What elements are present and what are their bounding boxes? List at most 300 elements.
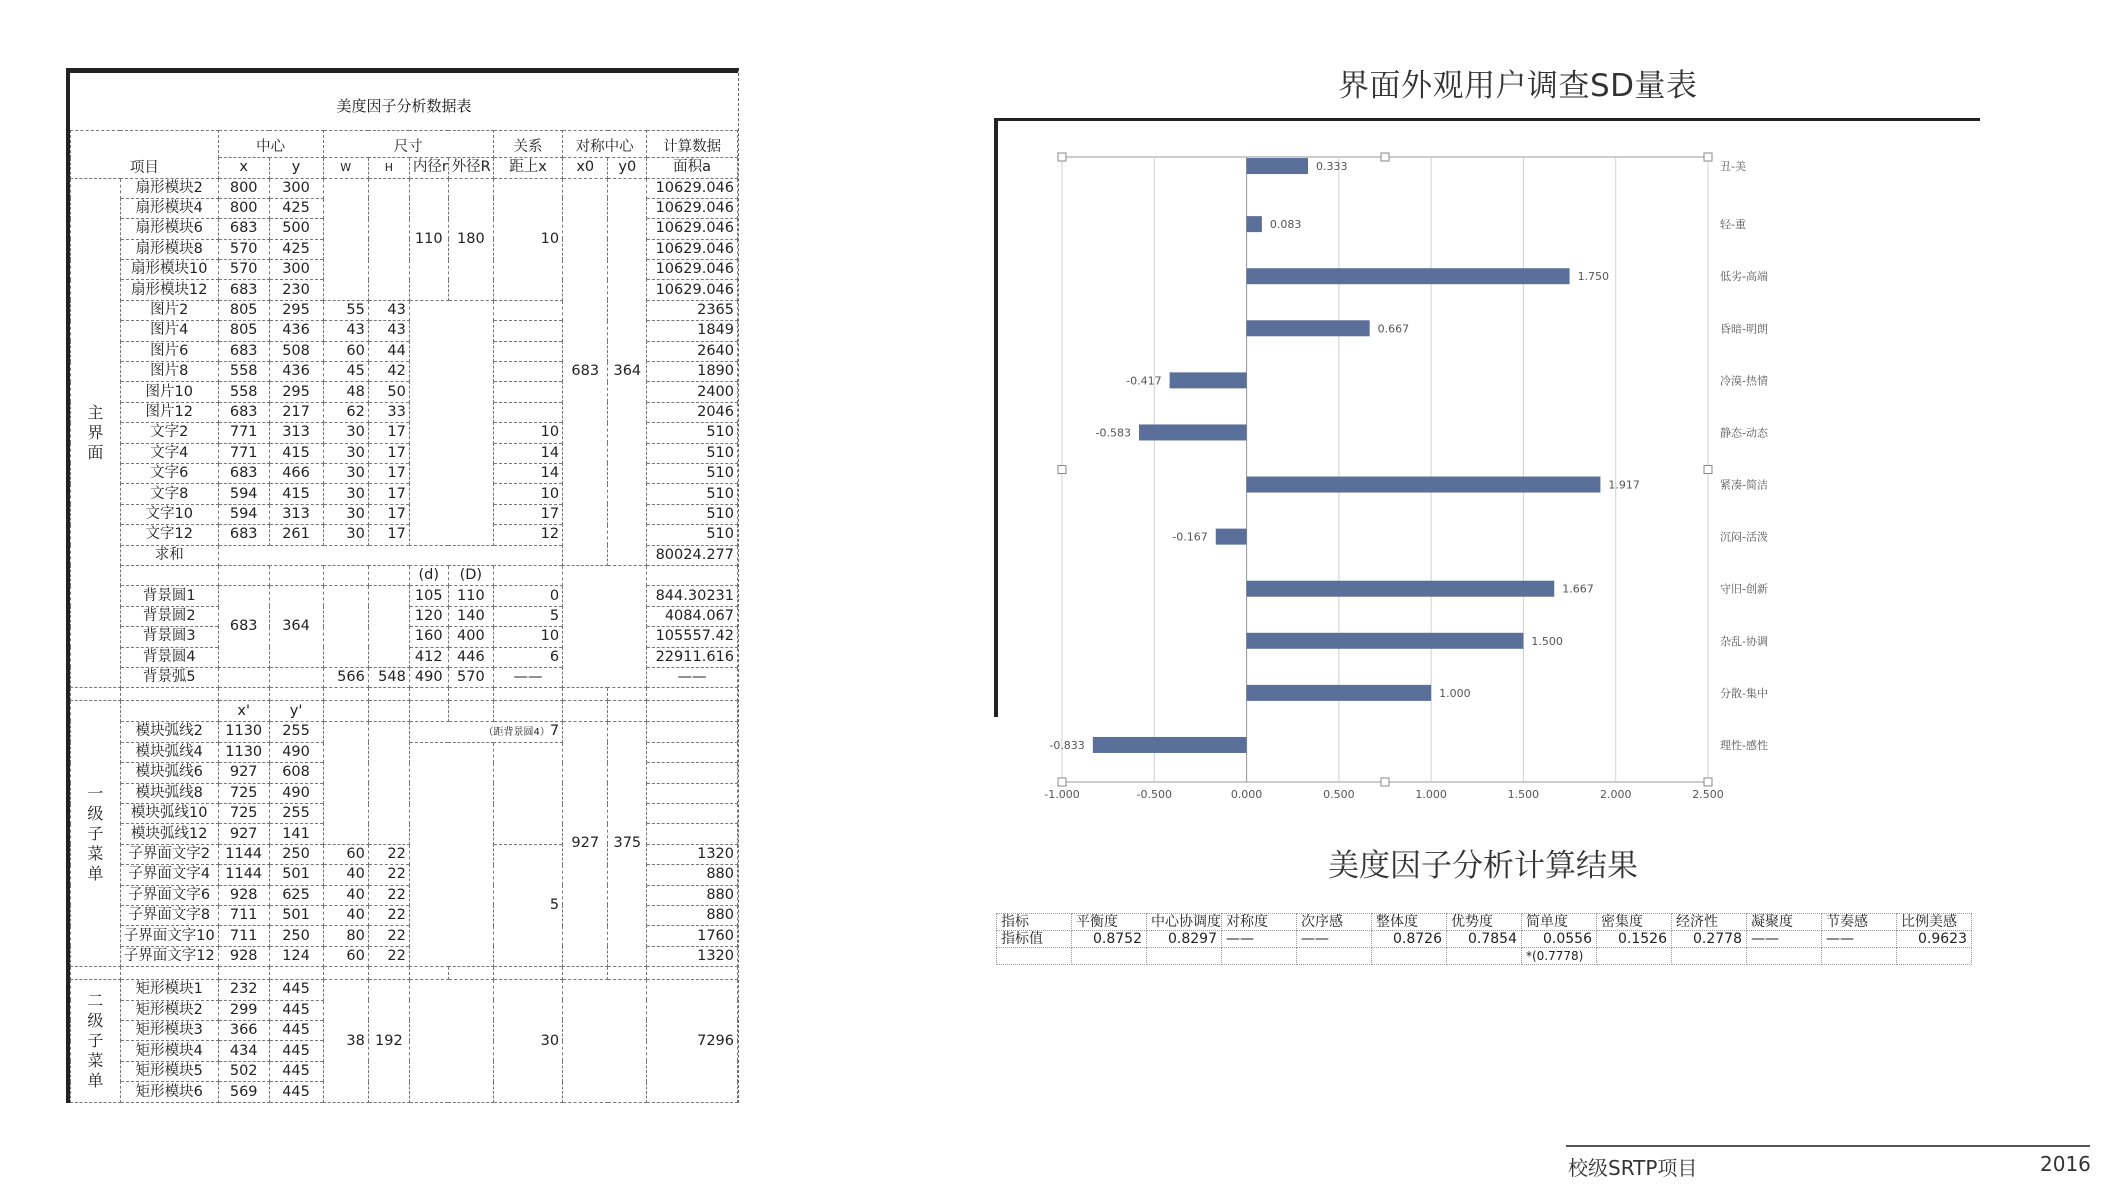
empty <box>494 565 563 585</box>
size-w: 566 <box>323 667 368 687</box>
center-y: 500 <box>269 219 323 239</box>
size-w: 30 <box>323 504 368 524</box>
empty-w <box>323 178 368 300</box>
center-x: 299 <box>218 1000 269 1020</box>
center-x: 683 <box>218 463 269 483</box>
empty <box>323 565 368 585</box>
fan-outer-r: 180 <box>448 178 493 300</box>
area-value: 1849 <box>647 321 738 341</box>
item-name: 矩形模块2 <box>120 1000 218 1020</box>
center-x: 927 <box>218 824 269 844</box>
center-y: 313 <box>269 504 323 524</box>
result-header-cell: 指标 <box>997 914 1072 931</box>
bg-header-row <box>71 565 738 585</box>
center-y: 124 <box>269 946 323 966</box>
size-w: 80 <box>323 926 368 946</box>
category-label: 理性-感性 <box>1720 738 1768 752</box>
bar <box>1247 268 1570 284</box>
size-w: 30 <box>323 463 368 483</box>
center-x: 570 <box>218 239 269 259</box>
label-d: (d) <box>409 565 448 585</box>
empty-h <box>368 721 409 844</box>
area-value: 510 <box>647 443 738 463</box>
center-x: 594 <box>218 504 269 524</box>
empty <box>323 701 368 721</box>
center-x: 800 <box>218 198 269 218</box>
item-name: 图片12 <box>120 402 218 422</box>
sub1-y0: 375 <box>608 721 647 966</box>
result-empty-cell <box>1822 948 1897 965</box>
center-x: 725 <box>218 783 269 803</box>
center-x: 502 <box>218 1061 269 1081</box>
header-size: 尺寸 <box>323 131 494 158</box>
chart-title: 界面外观用户调查SD量表 <box>1338 68 1698 104</box>
result-empty-cell <box>1897 948 1972 965</box>
result-value-cell: 0.9623 <box>1897 931 1972 948</box>
center-y: 608 <box>269 763 323 783</box>
sub2-row <box>71 980 738 1000</box>
center-y: 501 <box>269 865 323 885</box>
sum-value: 80024.277 <box>647 545 738 565</box>
header-relation: 关系 <box>494 131 563 158</box>
item-name: 子界面文字4 <box>120 865 218 885</box>
result-header-row <box>997 914 1972 931</box>
center-x: 928 <box>218 946 269 966</box>
sub2-w: 38 <box>323 980 368 1103</box>
empty <box>120 565 218 585</box>
size-w: 40 <box>323 885 368 905</box>
bar <box>1247 633 1524 649</box>
label-D: (D) <box>448 565 493 585</box>
center-y: 250 <box>269 926 323 946</box>
spacer-cell <box>563 967 608 980</box>
empty <box>368 565 409 585</box>
center-x: 927 <box>218 763 269 783</box>
result-header-cell: 凝聚度 <box>1747 914 1822 931</box>
area-value: 2400 <box>647 382 738 402</box>
result-header-cell: 平衡度 <box>1072 914 1147 931</box>
area-value: 844.30231 <box>647 586 738 606</box>
size-w: 60 <box>323 844 368 864</box>
bg-center-x: 683 <box>218 586 269 668</box>
size-h: 22 <box>368 865 409 885</box>
inner-r: 160 <box>409 627 448 647</box>
sub1-dist-note <box>409 721 562 742</box>
result-value-cell: 0.8297 <box>1147 931 1222 948</box>
center-x: 1144 <box>218 844 269 864</box>
empty <box>269 565 323 585</box>
item-name: 背景圆1 <box>120 586 218 606</box>
header-area: 面积a <box>647 158 738 178</box>
result-value-cell: —— <box>1747 931 1822 948</box>
outer-r: 110 <box>448 586 493 606</box>
bar <box>1247 158 1308 174</box>
size-h: 22 <box>368 926 409 946</box>
result-value-cell: 0.8726 <box>1372 931 1447 948</box>
dist-x <box>494 362 563 382</box>
area-value: 1890 <box>647 362 738 382</box>
size-h: 22 <box>368 885 409 905</box>
spacer-cell <box>448 967 493 980</box>
area-value: 105557.42 <box>647 627 738 647</box>
category-label: 守旧-创新 <box>1720 582 1768 596</box>
empty <box>647 701 738 721</box>
center-x: 771 <box>218 423 269 443</box>
x-tick-label: 1.500 <box>1507 788 1540 801</box>
center-y: 261 <box>269 525 323 545</box>
empty <box>448 701 493 721</box>
result-value-cell: 0.7854 <box>1447 931 1522 948</box>
area-value <box>647 763 738 783</box>
category-label: 分散-集中 <box>1720 686 1768 700</box>
center-y: 445 <box>269 1061 323 1081</box>
item-name: 文字4 <box>120 443 218 463</box>
size-w: 48 <box>323 382 368 402</box>
area-value: 2046 <box>647 402 738 422</box>
spacer-cell <box>120 967 218 980</box>
size-w: 55 <box>323 300 368 320</box>
size-h: 42 <box>368 362 409 382</box>
size-w: 30 <box>323 525 368 545</box>
outer-r: 446 <box>448 647 493 667</box>
center-y: 445 <box>269 1041 323 1061</box>
center-x: 928 <box>218 885 269 905</box>
center-y: 295 <box>269 382 323 402</box>
result-empty-cell <box>997 948 1072 965</box>
result-value-row <box>997 931 1972 948</box>
spacer-cell <box>368 688 409 701</box>
size-h: 22 <box>368 844 409 864</box>
size-h: 548 <box>368 667 409 687</box>
center-y: 436 <box>269 362 323 382</box>
dist-x <box>494 341 563 361</box>
spacer-cell <box>608 688 647 701</box>
bar <box>1170 372 1247 388</box>
spacer-cell <box>323 967 368 980</box>
size-h: 17 <box>368 504 409 524</box>
item-name: 背景圆2 <box>120 606 218 626</box>
category-label: 沉闷-活泼 <box>1720 530 1768 544</box>
empty <box>647 565 738 585</box>
empty-sum <box>218 545 562 565</box>
selection-handle <box>1058 778 1066 786</box>
result-value-cell: —— <box>1222 931 1297 948</box>
result-empty-cell <box>1447 948 1522 965</box>
sub2-dist: 30 <box>494 980 563 1103</box>
outer-r: 400 <box>448 627 493 647</box>
bar <box>1216 529 1247 545</box>
size-w: 60 <box>323 946 368 966</box>
area-value: 1760 <box>647 926 738 946</box>
fan-inner-r: 110 <box>409 178 448 300</box>
dist-x: 12 <box>494 525 563 545</box>
dist-x <box>494 300 563 320</box>
center-x: 725 <box>218 804 269 824</box>
footer-label: 校级SRTP项目 <box>1568 1156 1698 1180</box>
item-name: 子界面文字8 <box>120 905 218 925</box>
dist-x: 10 <box>494 627 563 647</box>
item-name: 子界面文字10 <box>120 926 218 946</box>
spacer-cell <box>608 967 647 980</box>
table-title: 美度因子分析数据表 <box>336 97 472 115</box>
center-y: 255 <box>269 721 323 742</box>
bar <box>1247 477 1601 493</box>
center-x: 711 <box>218 926 269 946</box>
sub1-x0: 927 <box>563 721 608 966</box>
center-y: 445 <box>269 1020 323 1040</box>
category-label: 低劣-高端 <box>1720 270 1768 284</box>
area-value: 510 <box>647 504 738 524</box>
spacer-cell <box>71 688 121 701</box>
center-x: 594 <box>218 484 269 504</box>
center-y: 425 <box>269 239 323 259</box>
center-y: 466 <box>269 463 323 483</box>
bar-value-label: 0.667 <box>1377 322 1410 336</box>
result-empty-cell <box>1672 948 1747 965</box>
dist-x <box>494 382 563 402</box>
header-calc: 计算数据 <box>647 131 738 158</box>
header-dist-x: 距上x <box>494 158 563 178</box>
item-name: 扇形模块8 <box>120 239 218 259</box>
section-main-label: 主 界 面 <box>71 178 121 688</box>
area-value <box>647 721 738 742</box>
result-value-cell: 0.0556 <box>1522 931 1597 948</box>
header-item: 项目 <box>71 131 219 179</box>
section-sub2-label: 二 级 子 菜 单 <box>71 980 121 1103</box>
area-value: 510 <box>647 525 738 545</box>
empty <box>494 701 563 721</box>
spacer-cell <box>409 967 448 980</box>
result-header-cell: 节奏感 <box>1822 914 1897 931</box>
empty-h <box>368 178 409 300</box>
empty <box>218 667 269 687</box>
category-label: 紧凑-简洁 <box>1720 478 1768 492</box>
main-x0: 683 <box>563 178 608 565</box>
size-h: 22 <box>368 946 409 966</box>
result-empty-cell <box>1372 948 1447 965</box>
area-value: 10629.046 <box>647 219 738 239</box>
header-x-prime: x' <box>218 701 269 721</box>
center-x: 683 <box>218 402 269 422</box>
spacer-cell <box>218 967 269 980</box>
outer-r: 140 <box>448 606 493 626</box>
center-y: 445 <box>269 1000 323 1020</box>
spacer-row <box>71 967 738 980</box>
fan-dist: 10 <box>494 178 563 300</box>
x-tick-label: -1.000 <box>1044 788 1080 801</box>
bar-value-label: -0.583 <box>1095 426 1131 440</box>
category-label: 轻-重 <box>1720 218 1746 232</box>
center-y: 445 <box>269 980 323 1000</box>
center-x: 800 <box>218 178 269 198</box>
area-value: 510 <box>647 423 738 443</box>
spacer-cell <box>448 688 493 701</box>
item-name: 扇形模块4 <box>120 198 218 218</box>
section-sub1-label: 一 级 子 菜 单 <box>71 701 121 967</box>
header-x0: x0 <box>563 158 608 178</box>
dist-x: 17 <box>494 504 563 524</box>
empty <box>218 565 269 585</box>
bar <box>1093 737 1247 753</box>
result-empty-cell <box>1072 948 1147 965</box>
item-name: 矩形模块1 <box>120 980 218 1000</box>
item-name: 文字8 <box>120 484 218 504</box>
result-empty-cell <box>1747 948 1822 965</box>
center-x: 683 <box>218 341 269 361</box>
size-w: 40 <box>323 905 368 925</box>
empty-w <box>323 586 368 668</box>
center-x: 1144 <box>218 865 269 885</box>
selection-handle <box>1704 466 1712 474</box>
area-value: 510 <box>647 463 738 483</box>
main-y0: 364 <box>608 178 647 565</box>
dist-x <box>494 402 563 422</box>
empty <box>269 667 323 687</box>
category-label: 冷漠-热情 <box>1720 374 1768 388</box>
area-value: 880 <box>647 905 738 925</box>
result-empty-cell <box>1222 948 1297 965</box>
bar-value-label: 0.083 <box>1269 218 1302 232</box>
bar <box>1247 216 1262 232</box>
size-h: 17 <box>368 525 409 545</box>
size-w: 30 <box>323 484 368 504</box>
factor-data-table-panel <box>66 68 739 1103</box>
result-empty-cell <box>1147 948 1222 965</box>
sub1-header-row <box>71 701 738 721</box>
item-name: 图片8 <box>120 362 218 382</box>
area-value: 10629.046 <box>647 260 738 280</box>
spacer-cell <box>269 967 323 980</box>
result-value-cell: 0.8752 <box>1072 931 1147 948</box>
item-name: 子界面文字12 <box>120 946 218 966</box>
area-value: —— <box>647 667 738 687</box>
footer-year: 2016 <box>2040 1152 2091 1176</box>
item-name: 子界面文字2 <box>120 844 218 864</box>
item-name: 矩形模块4 <box>120 1041 218 1061</box>
result-value-cell: 0.1526 <box>1597 931 1672 948</box>
result-header-cell: 经济性 <box>1672 914 1747 931</box>
inner-r: 490 <box>409 667 448 687</box>
sub1-note-value: 7 <box>549 722 560 739</box>
item-name: 模块弧线2 <box>120 721 218 742</box>
bar <box>1247 685 1432 701</box>
center-y: 141 <box>269 824 323 844</box>
center-y: 415 <box>269 443 323 463</box>
area-value <box>647 804 738 824</box>
size-w: 30 <box>323 443 368 463</box>
header-y-prime: y' <box>269 701 323 721</box>
selection-handle <box>1058 466 1066 474</box>
size-h: 44 <box>368 341 409 361</box>
spacer-cell <box>323 688 368 701</box>
center-y: 501 <box>269 905 323 925</box>
bar <box>1139 424 1247 440</box>
header-y0: y0 <box>608 158 647 178</box>
inner-r: 105 <box>409 586 448 606</box>
bar <box>1247 581 1555 597</box>
spacer-row <box>71 688 738 701</box>
result-header-cell: 中心协调度 <box>1147 914 1222 931</box>
item-name: 背景圆4 <box>120 647 218 667</box>
sd-scale-chart <box>994 118 1980 801</box>
result-title: 美度因子分析计算结果 <box>1328 848 1638 884</box>
spacer-cell <box>647 688 738 701</box>
center-x: 569 <box>218 1082 269 1103</box>
dist-x: 6 <box>494 647 563 667</box>
item-name: 子界面文字6 <box>120 885 218 905</box>
category-label: 静态-动态 <box>1720 426 1768 440</box>
header-row-1 <box>71 131 738 158</box>
center-x: 366 <box>218 1020 269 1040</box>
item-name: 背景圆3 <box>120 627 218 647</box>
category-label: 昏暗-明朗 <box>1720 322 1768 336</box>
area-value: 880 <box>647 885 738 905</box>
empty <box>409 701 448 721</box>
bar-value-label: -0.833 <box>1049 738 1085 752</box>
empty-sym <box>563 980 647 1103</box>
x-tick-label: 0.500 <box>1323 788 1355 801</box>
bar-value-label: 1.667 <box>1562 582 1594 596</box>
center-x: 683 <box>218 219 269 239</box>
category-label: 丑-美 <box>1720 160 1746 174</box>
center-x: 771 <box>218 443 269 463</box>
center-y: 250 <box>269 844 323 864</box>
size-h: 33 <box>368 402 409 422</box>
area-value: 1320 <box>647 844 738 864</box>
bar-value-label: 0.333 <box>1316 160 1348 174</box>
area-value <box>647 824 738 844</box>
center-y: 230 <box>269 280 323 300</box>
item-name: 文字2 <box>120 423 218 443</box>
bar-value-label: -0.417 <box>1126 374 1162 388</box>
dist-x: 0 <box>494 586 563 606</box>
center-x: 434 <box>218 1041 269 1061</box>
header-outer-r: 外径R <box>448 158 493 178</box>
empty <box>120 701 218 721</box>
empty-w <box>323 721 368 844</box>
selection-handle <box>1381 153 1389 161</box>
size-h: 22 <box>368 905 409 925</box>
size-w: 43 <box>323 321 368 341</box>
area-value: 10629.046 <box>647 280 738 300</box>
selection-handle <box>1704 153 1712 161</box>
item-name: 扇形模块6 <box>120 219 218 239</box>
item-name: 扇形模块2 <box>120 178 218 198</box>
area-value <box>647 783 738 803</box>
center-x: 232 <box>218 980 269 1000</box>
header-sym-center: 对称中心 <box>563 131 647 158</box>
center-y: 300 <box>269 260 323 280</box>
center-x: 1130 <box>218 721 269 742</box>
spacer-cell <box>494 967 563 980</box>
result-note-row <box>997 948 1972 965</box>
item-name: 图片6 <box>120 341 218 361</box>
empty-radius <box>409 300 493 545</box>
result-header-cell: 次序感 <box>1297 914 1372 931</box>
center-y: 490 <box>269 742 323 762</box>
bar-value-label: 1.917 <box>1608 478 1640 492</box>
item-name: 矩形模块5 <box>120 1061 218 1081</box>
selection-handle <box>1381 778 1389 786</box>
category-label: 杂乱-协调 <box>1720 634 1768 648</box>
item-name: 模块弧线10 <box>120 804 218 824</box>
footer-divider <box>1566 1145 2090 1147</box>
empty-radius <box>409 980 493 1103</box>
item-name: 背景弧5 <box>120 667 218 687</box>
chart-svg <box>998 121 1980 801</box>
result-header-cell: 整体度 <box>1372 914 1447 931</box>
size-h: 17 <box>368 423 409 443</box>
